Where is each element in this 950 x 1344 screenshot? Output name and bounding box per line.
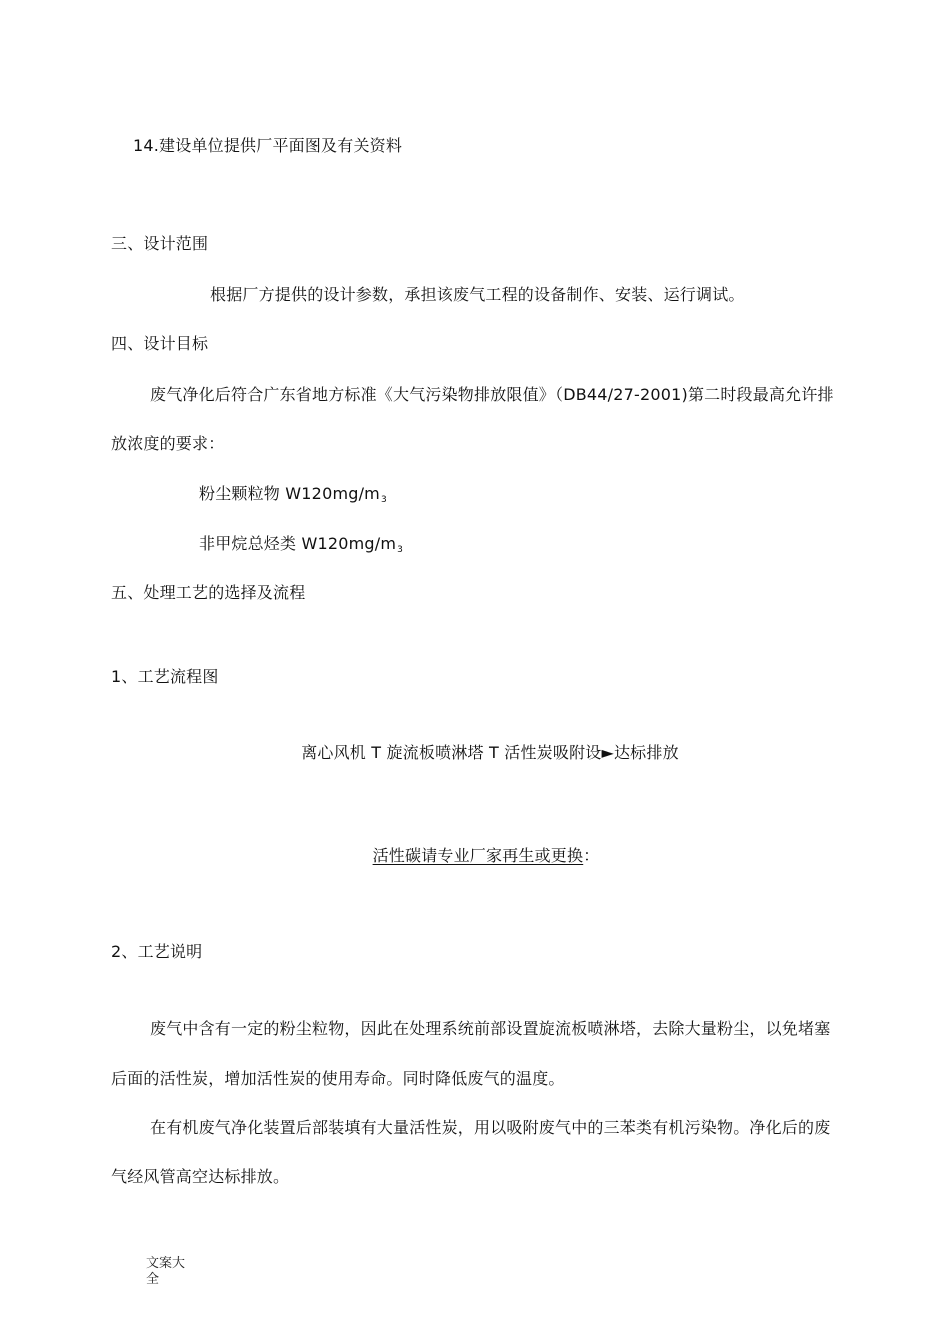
design-scope-text: 根据厂方提供的设计参数，承担该废气工程的设备制作、安装、运行调试。 — [210, 285, 745, 304]
process-para2-line1: 在有机废气净化装置后部装填有大量活性炭，用以吸附废气中的三苯类有机污染物。净化后的废 — [150, 1118, 831, 1137]
limit-dust-unit-sub: 3 — [380, 495, 387, 505]
flow-note-suffix: ： — [583, 846, 600, 865]
section-heading-design-goal: 四、设计目标 — [111, 334, 209, 353]
flow-note-text: 活性碳请专业厂家再生或更换 — [372, 846, 584, 865]
section-heading-process: 五、处理工艺的选择及流程 — [111, 583, 306, 602]
design-goal-text-line2: 放浓度的要求： — [111, 434, 225, 453]
design-goal-text-line1: 废气净化后符合广东省地方标准《大气污染物排放限值》（DB44/27-2001)第二时段最高允许排 — [150, 385, 834, 404]
process-para2-line2: 气经风管高空达标排放。 — [111, 1167, 290, 1186]
limit-nmhc-text: 非甲烷总烃类 W120mg/m — [199, 534, 397, 553]
process-para1-line2: 后面的活性炭，增加活性炭的使用寿命。同时降低废气的温度。 — [111, 1069, 565, 1088]
subheading-flow-chart: 1、工艺流程图 — [111, 667, 219, 686]
process-flow: 离心风机 T 旋流板喷淋塔 T 活性炭吸附设►达标排放 — [301, 743, 679, 762]
process-para1-line1: 废气中含有一定的粉尘粒物，因此在处理系统前部设置旋流板喷淋塔，去除大量粉尘，以免堵塞 — [150, 1019, 831, 1038]
flow-note — [0, 846, 950, 866]
page-footer: 文案大全 — [146, 1256, 186, 1287]
list-item-14: 14.建设单位提供厂平面图及有关资料 — [133, 136, 403, 155]
limit-dust-text: 粉尘颗粒物 W120mg/m — [199, 484, 380, 503]
limit-dust — [199, 484, 387, 510]
section-heading-design-scope: 三、设计范围 — [111, 234, 209, 253]
limit-nmhc-unit-sub: 3 — [397, 545, 404, 555]
limit-nmhc — [199, 534, 403, 560]
subheading-process-description: 2、工艺说明 — [111, 942, 203, 961]
